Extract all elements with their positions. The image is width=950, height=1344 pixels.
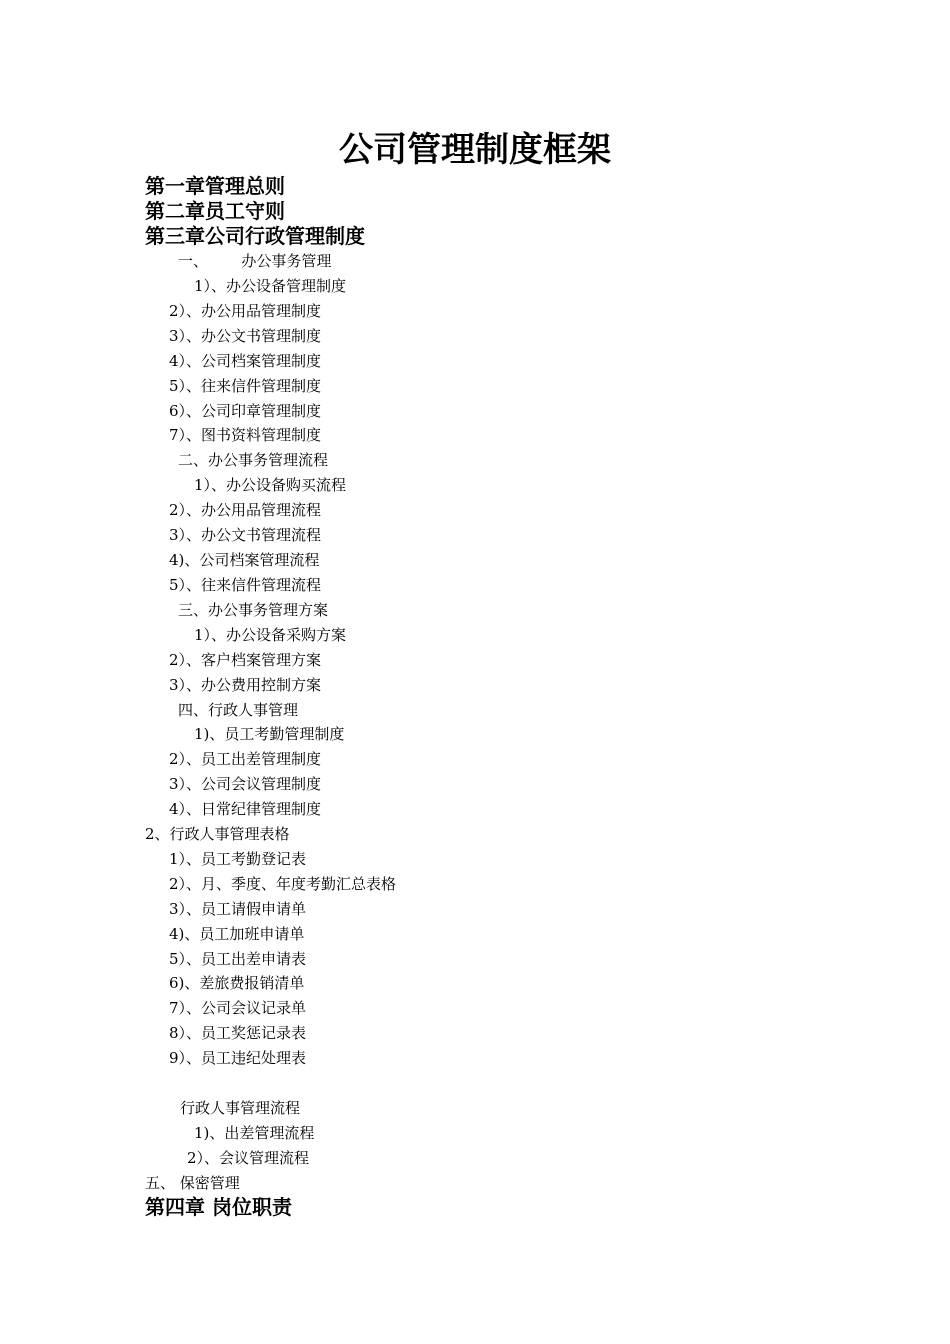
- list-item: 4)、员工加班申请单: [169, 925, 305, 943]
- list-item: 2）、月、季度、年度考勤汇总表格: [169, 875, 397, 893]
- list-item: 6)、差旅费报销清单: [169, 974, 305, 992]
- list-item: 2）、客户档案管理方案: [169, 651, 322, 669]
- section-heading-office-plan: 三、办公事务管理方案: [178, 601, 329, 619]
- list-item: 5）、往来信件管理制度: [169, 377, 322, 395]
- section-heading-office-process: 二、办公事务管理流程: [178, 451, 329, 469]
- list-item: 2）、员工出差管理制度: [169, 750, 322, 768]
- list-item: 1）、办公设备购买流程: [194, 476, 347, 494]
- list-item: 4）、公司档案管理制度: [169, 352, 322, 370]
- list-item: 2）、会议管理流程: [187, 1149, 310, 1167]
- section-heading-confidentiality: 五、 保密管理: [145, 1174, 240, 1192]
- list-item: 3）、公司会议管理制度: [169, 775, 322, 793]
- list-item: 9）、员工违纪处理表: [169, 1049, 307, 1067]
- list-item: 3）、办公文书管理制度: [169, 327, 322, 345]
- section-heading-office-affairs: 一、 办公事务管理: [178, 252, 332, 270]
- list-item: 1）、办公设备采购方案: [194, 626, 347, 644]
- section-heading-hr-forms: 2、行政人事管理表格: [145, 825, 290, 843]
- chapter-4-heading: 第四章 岗位职责: [145, 1195, 292, 1219]
- list-item: 7）、图书资料管理制度: [169, 426, 322, 444]
- list-item: 6）、公司印章管理制度: [169, 402, 322, 420]
- list-item: 3）、办公费用控制方案: [169, 676, 322, 694]
- list-item: 3）、员工请假申请单: [169, 900, 307, 918]
- list-item: 4）、日常纪律管理制度: [169, 800, 322, 818]
- section-heading-hr-process: 行政人事管理流程: [180, 1099, 301, 1117]
- list-item: 2）、办公用品管理制度: [169, 302, 322, 320]
- list-item: 5）、员工出差申请表: [169, 950, 307, 968]
- list-item: 8）、员工奖惩记录表: [169, 1024, 307, 1042]
- list-item: 3）、办公文书管理流程: [169, 526, 322, 544]
- list-item: 5）、往来信件管理流程: [169, 576, 322, 594]
- chapter-2-heading: 第二章员工守则: [145, 199, 285, 223]
- chapter-1-heading: 第一章管理总则: [145, 174, 285, 198]
- list-item: 1)、出差管理流程: [194, 1124, 315, 1142]
- list-item: 1）、员工考勤登记表: [169, 850, 307, 868]
- list-item: 2）、办公用品管理流程: [169, 501, 322, 519]
- document-title: 公司管理制度框架: [339, 130, 611, 170]
- section-heading-hr-admin: 四、行政人事管理: [178, 701, 299, 719]
- list-item: 4)、公司档案管理流程: [169, 551, 320, 569]
- chapter-3-heading: 第三章公司行政管理制度: [145, 224, 365, 248]
- list-item: 1)、员工考勤管理制度: [194, 725, 345, 743]
- list-item: 7）、公司会议记录单: [169, 999, 307, 1017]
- list-item: 1）、办公设备管理制度: [194, 277, 347, 295]
